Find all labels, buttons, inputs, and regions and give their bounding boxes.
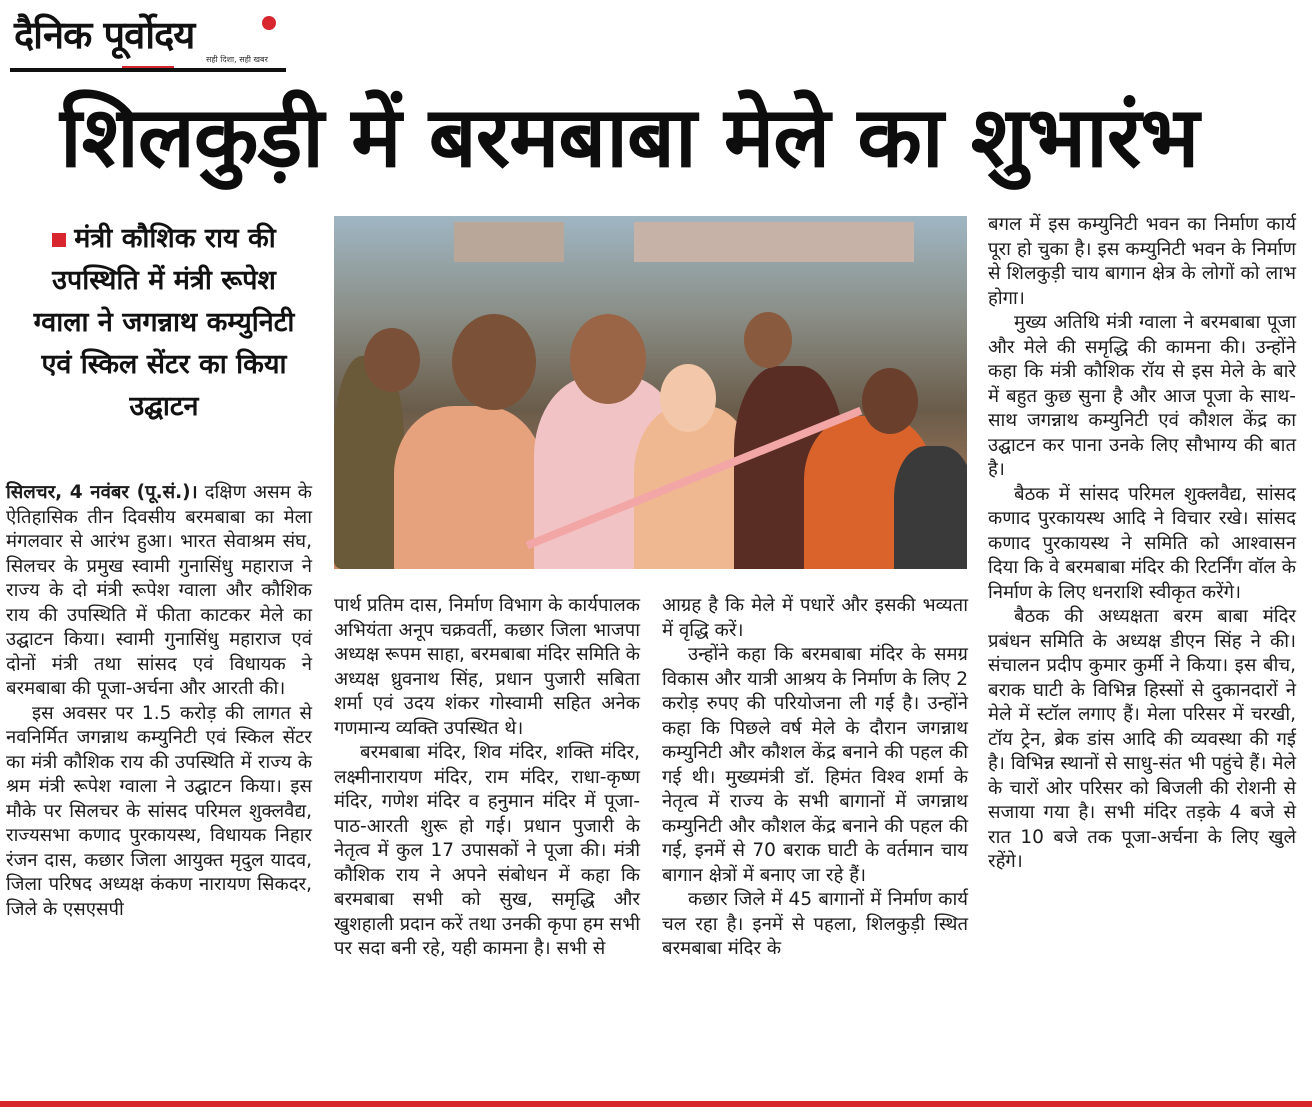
photo-face [744,312,792,368]
photo-person [394,406,544,569]
footer-rule [0,1101,1312,1107]
masthead [10,6,286,72]
article-paragraph: उन्होंने कहा कि बरमबाबा मंदिर के समग्र विकास और यात्री आश्रय के निर्माण के लिए 2 करोड़ रुपए की परियोजना ली गई है। उन्होंने कहा कि पिछले वर्ष मेले के दौरान जगन्नाथ कम्युनिटी और कौशल केंद्र बनाने की पहल की गई थी। मुख्यमंत्री डॉ. हिमंत विश्व शर्मा के नेतृत्व में राज्य के सभी बागानों में जगन्नाथ कम्युनिटी और कौशल केंद्र बनाने की पहल की गई, इनमें से 70 बराक घाटी के वर्तमान चाय बागान क्षेत्रों में बनाए जा रहे हैं। [662,644,968,886]
article-column-3 [662,594,968,962]
article-paragraph: इस अवसर पर 1.5 करोड़ की लागत से नवनिर्मित जगन्नाथ कम्युनिटी एवं स्किल सेंटर का मंत्री कौशिक राय की उपस्थिति में राज्य के श्रम मंत्री रूपेश ग्वाला ने उद्घाटन किया। इस मौके पर सिलचर के सांसद परिमल शुक्लवैद्य, राज्यसभा कणाद पुरकायस्थ, विधायक निहार रंजन दास, कछार जिला आयुक्त मृदुल यादव, जिला परिषद अध्यक्ष कंकण नारायण सिकदर, जिले के एसएसपी [6,702,312,920]
photo-face [364,328,420,392]
subheadline-text: मंत्री कौशिक राय की उपस्थिति में मंत्री रूपेश ग्वाला ने जगन्नाथ कम्युनिटी एवं स्किल सेंटर का किया उद्घाटन [33,223,295,422]
article-paragraph: बैठक की अध्यक्षता बरम बाबा मंदिर प्रबंधन समिति के अध्यक्ष डीएन सिंह ने की। संचालन प्रदीप कुमार कुर्मी ने किया। इस बीच, बराक घाटी के विभिन्न हिस्सों से दुकानदारों ने मेले में स्टॉल लगाए हैं। मेला परिसर में चरखी, टॉय ट्रेन, ब्रेक डांस आदि की व्यवस्था की गई है। विभिन्न स्थानों से साधु-संत भी पहुंचे हैं। मेले के चारों ओर परिसर को बिजली की रोशनी से सजाया गया है। सभी मंदिर तड़के 4 बजे से रात 10 बजे तक पूजा-अर्चना के लिए खुले रहेंगे। [988,606,1296,872]
article-paragraph [6,481,312,702]
article-paragraph: बरमबाबा मंदिर, शिव मंदिर, शक्ति मंदिर, लक्ष्मीनारायण मंदिर, राम मंदिर, राधा-कृष्ण मंदिर, गणेश मंदिर व हनुमान मंदिर में पूजा-पाठ-आरती शुरू हो गई। प्रधान पुजारी के नेतृत्व में कुल 17 उपासकों ने पूजा की। मंत्री कौशिक राय ने अपने संबोधन में कहा कि बरमबाबा सभी को सुख, समृद्धि और खुशहाली प्रदान करें तथा उनकी कृपा हम सभी पर सदा बनी रहे, यही कामना है। सभी से [334,742,640,959]
photo-person [894,446,967,569]
article-paragraph: मुख्य अतिथि मंत्री ग्वाला ने बरमबाबा पूजा और मेले की समृद्धि की कामना की। उन्होंने कहा कि मंत्री कौशिक रॉय से इस मेले के बारे में बहुत कुछ सुना है और आज पूजा के साथ-साथ जगन्नाथ कम्युनिटी एवं कौशल केंद्र का उद्घाटन कर पाना उनके लिए सौभाग्य की बात है। [988,312,1296,480]
paragraph-text: दक्षिण असम के ऐतिहासिक तीन दिवसीय बरमबाबा का मेला मंगलवार से आरंभ हुआ। भारत सेवाश्रम संघ, सिलचर के प्रमुख स्वामी गुनासिंधु महाराज ने राज्य के दो मंत्री रूपेश ग्वाला और कौशिक राय की उपस्थिति में फीता काटकर मेले का उद्घाटन किया। स्वामी गुनासिंधु महाराज एवं दोनों मंत्री तथा सांसद एवं विधायक ने बरमबाबा की पूजा-अर्चना और आरती की। [6,482,312,699]
photo-face [660,364,716,432]
article-column-2 [334,594,640,962]
masthead-dot-icon [262,16,276,30]
photo-face [452,314,536,410]
article-paragraph: पार्थ प्रतिम दास, निर्माण विभाग के कार्यपालक अभियंता अनूप चक्रवर्ती, कछार जिला भाजपा अध्यक्ष रूपम साहा, बरमबाबा मंदिर समिति के अध्यक्ष ध्रुवनाथ सिंह, प्रधान पुजारी सबिता शर्मा एवं उदय शंकर गोस्वामी सहित अनेक गणमान्य व्यक्ति उपस्थित थे। [334,595,640,739]
subheadline [28,218,300,428]
headline: शिलकुड़ी में बरमबाबा मेले का शुभारंभ [60,88,1199,186]
article-column-1 [6,481,312,922]
masthead-rule [10,68,286,72]
masthead-tagline: सही दिशा, सही खबर [206,55,268,64]
article-paragraph: बैठक में सांसद परिमल शुक्लवैद्य, सांसद कणाद पुरकायस्थ आदि ने विचार रखे। सांसद कणाद पुरकायस्थ ने समिति को आश्वासन दिया कि वे बरमबाबा मंदिर की रिटर्निंग वॉल के निर्माण के लिए धनराशि स्वीकृत करेंगे। [988,483,1296,603]
article-column-4 [988,213,1296,875]
photo-face [570,314,646,404]
article-paragraph: कछार जिले में 45 बागानों में निर्माण कार्य चल रहा है। इनमें से पहला, शिलकुड़ी स्थित बरमबाबा मंदिर के [662,889,968,959]
article-paragraph: बगल में इस कम्युनिटी भवन का निर्माण कार्य पूरा हो चुका है। इस कम्युनिटी भवन के निर्माण से शिलकुड़ी चाय बागान क्षेत्र के लोगों को लाभ होगा। [988,214,1296,309]
news-photo [334,216,967,569]
article-paragraph: आग्रह है कि मेले में पधारें और इसकी भव्यता में वृद्धि करें। [662,595,968,641]
photo-face [862,368,918,434]
photo-banner-right [634,222,914,262]
dateline: सिलचर, 4 नवंबर (पू.सं.)। [6,482,198,503]
photo-banner-left [454,222,564,262]
masthead-title: दैनिक पूर्वोदय [14,12,195,57]
red-square-bullet-icon [52,233,66,247]
